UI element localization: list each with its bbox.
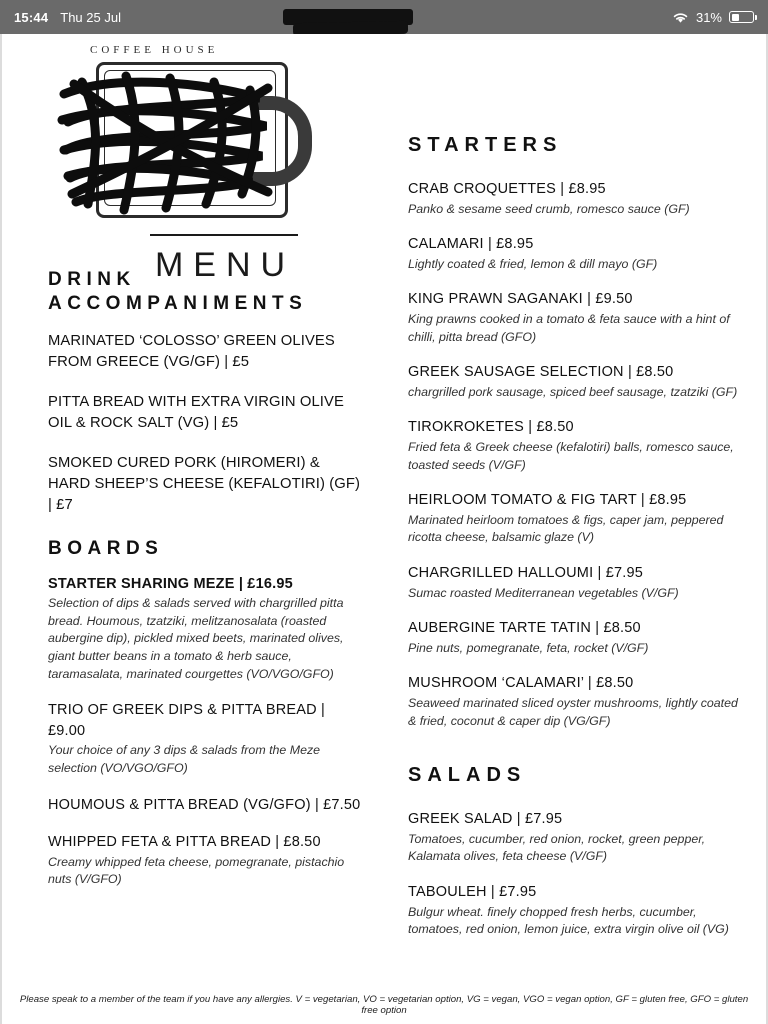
menu-item-description: Sumac roasted Mediterranean vegetables (V/GF): [408, 585, 679, 600]
menu-item: [48, 795, 364, 816]
menu-item-title: MARINATED ‘COLOSSO’ GREEN OLIVES FROM GREECE (VG/GF) | £5: [48, 332, 335, 370]
menu-item-title: STARTER SHARING MEZE | £16.95: [48, 575, 293, 592]
menu-item: [408, 289, 746, 346]
menu-item: [408, 563, 746, 602]
menu-item-description: Lightly coated & fried, lemon & dill mayo (GF): [408, 256, 658, 271]
menu-item: [408, 809, 746, 866]
menu-item-description: Tomatoes, cucumber, red onion, rocket, green pepper, Kalamata olives, feta cheese (V/GF): [408, 831, 706, 864]
section-heading-boards: BOARDS: [48, 537, 164, 559]
menu-item-title: CHARGRILLED HALLOUMI | £7.95: [408, 564, 644, 581]
coffee-cup-icon: [82, 62, 302, 222]
wifi-icon: [672, 11, 689, 24]
menu-item-title: KING PRAWN SAGANAKI | £9.50: [408, 291, 633, 308]
section-heading-starters: STARTERS: [408, 134, 563, 156]
salads-list: [408, 809, 746, 939]
menu-item: [408, 362, 746, 401]
menu-word: MENU: [154, 246, 296, 284]
section-heading-salads: SALADS: [408, 764, 527, 787]
menu-item-description: chargrilled pork sausage, spiced beef sausage, tzatziki (GF): [408, 384, 738, 399]
menu-item-description: Marinated heirloom tomatoes & figs, caper jam, peppered ricotta cheese, balsamic glaze (V): [408, 512, 724, 545]
status-bar: [0, 0, 768, 34]
menu-item-title: SMOKED CURED PORK (HIROMERI) & HARD SHEEP’S CHEESE (KEFALOTIRI) (GF) | £7: [48, 454, 361, 513]
boards-section: [30, 538, 364, 889]
menu-item: [48, 700, 364, 777]
menu-item-description: Selection of dips & salads served with chargrilled pitta bread. Houmous, tzatziki, melitzanosalata (roasted aubergine dip), pickled mixed beets, marinated olives, giant butter beans in a tomato & herb sauce, taramasalata, marinated courgettes (VO/VGO/GFO): [48, 596, 344, 681]
menu-columns: [2, 34, 766, 955]
menu-item-title: TIROKROKETES | £8.50: [408, 419, 574, 436]
battery-icon: [729, 11, 754, 23]
menu-item-description: Panko & sesame seed crumb, romesco sauce (GF): [408, 201, 690, 216]
menu-left-column: [2, 34, 382, 955]
menu-item-title: PITTA BREAD WITH EXTRA VIRGIN OLIVE OIL & ROCK SALT (VG) | £5: [48, 393, 344, 431]
menu-item-title: CRAB CROQUETTES | £8.95: [408, 181, 606, 197]
menu-item-description: Pine nuts, pomegranate, feta, rocket (V/GF): [408, 640, 649, 655]
menu-item-title: CALAMARI | £8.95: [408, 236, 534, 253]
menu-page: [0, 34, 768, 1024]
menu-item: [408, 179, 746, 218]
menu-item-title: HEIRLOOM TOMATO & FIG TART | £8.95: [408, 492, 687, 509]
menu-item: [48, 574, 364, 684]
menu-item: [48, 453, 364, 516]
battery-percent-label: 31%: [695, 9, 722, 25]
menu-item: [408, 490, 746, 547]
menu-item-title: TABOULEH | £7.95: [408, 883, 537, 900]
menu-item-description: Fried feta & Greek cheese (kefalotiri) balls, romesco sauce, toasted seeds (V/GF): [408, 439, 734, 472]
menu-item-title: WHIPPED FETA & PITTA BREAD | £8.50: [48, 834, 321, 851]
menu-item-description: Bulgur wheat. finely chopped fresh herbs, cucumber, tomatoes, red onion, lemon juice, extra virgin olive oil (VG): [408, 904, 729, 937]
menu-item-description: Seaweed marinated sliced oyster mushrooms, lightly coated & fried, coconut & caper dip (VG/GF): [408, 695, 738, 728]
menu-item-description: King prawns cooked in a tomato & feta sauce with a hint of chilli, pitta bread (GFO): [408, 311, 730, 344]
menu-item-description: Your choice of any 3 dips & salads from the Meze selection (VO/VGO/GFO): [48, 743, 321, 776]
allergy-footer-note: Please speak to a member of the team if you have any allergies. V = vegetarian, VO = vegetarian option, VG = vegan, VGO = vegan option, GF = gluten free, GFO = gluten free option: [19, 994, 749, 1016]
menu-item: [408, 234, 746, 273]
logo-arc-text: COFFEE HOUSE: [90, 44, 219, 56]
menu-item: [48, 331, 364, 373]
menu-item-title: GREEK SALAD | £7.95: [408, 811, 563, 828]
status-date: Thu 25 Jul: [60, 9, 121, 25]
menu-item: [48, 392, 364, 434]
menu-item: [408, 618, 746, 657]
menu-item: [408, 882, 746, 939]
restaurant-logo: [30, 38, 364, 284]
menu-item-title: TRIO OF GREEK DIPS & PITTA BREAD | £9.00: [48, 702, 325, 739]
menu-item: [408, 417, 746, 474]
status-bar-right: [672, 10, 754, 25]
status-bar-left: [14, 10, 121, 25]
menu-item-title: HOUMOUS & PITTA BREAD (VG/GFO) | £7.50: [48, 796, 361, 813]
menu-item-description: Creamy whipped feta cheese, pomegranate, pistachio nuts (V/GFO): [48, 854, 345, 887]
menu-item: [408, 673, 746, 730]
menu-item-title: AUBERGINE TARTE TATIN | £8.50: [408, 620, 641, 637]
starters-list: [408, 179, 746, 730]
status-time: 15:44: [14, 9, 49, 25]
menu-right-column: [382, 34, 766, 955]
section-heading-drink-accompaniments: DRINK ACCOMPANIMENTS: [48, 269, 308, 315]
redaction-mark-top: [283, 9, 413, 25]
menu-divider-rule: [150, 234, 298, 236]
drink-accompaniments-list: [30, 331, 364, 516]
menu-item-title: GREEK SAUSAGE SELECTION | £8.50: [408, 364, 674, 381]
menu-item: [48, 832, 364, 889]
menu-item-title: MUSHROOM ‘CALAMARI’ | £8.50: [408, 675, 634, 692]
